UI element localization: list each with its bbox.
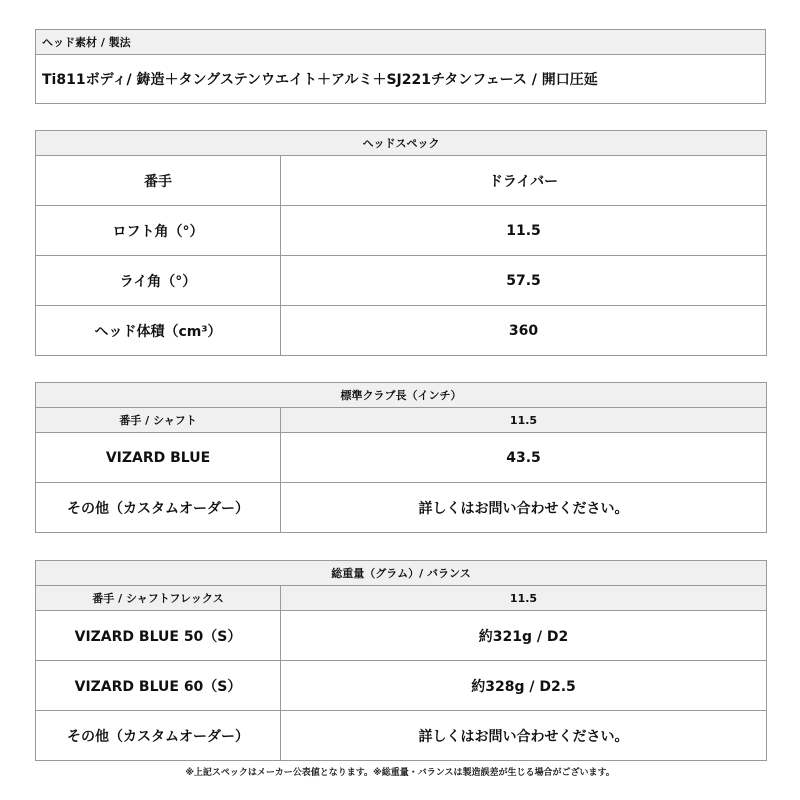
lie-label: ライ角（°）	[36, 256, 281, 306]
shaft-60-label: VIZARD BLUE 60（S）	[36, 661, 281, 711]
table-row	[36, 433, 767, 483]
volume-value: 360	[281, 306, 767, 356]
table-row	[36, 206, 767, 256]
material-value: Ti811ボディ/ 鋳造＋タングステンウエイト＋アルミ＋SJ221チタンフェース / 開口圧延	[36, 55, 766, 104]
table-row	[36, 156, 767, 206]
head-spec-header: ヘッドスペック	[36, 131, 767, 156]
shaft-60-value: 約328g / D2.5	[281, 661, 767, 711]
material-header: ヘッド素材 / 製法	[36, 30, 766, 55]
club-length-sub-value: 11.5	[281, 408, 767, 433]
club-number-label: 番手	[36, 156, 281, 206]
weight-balance-header: 総重量（グラム）/ バランス	[36, 561, 767, 586]
loft-label: ロフト角（°）	[36, 206, 281, 256]
club-length-sub-label: 番手 / シャフト	[36, 408, 281, 433]
table-row	[36, 408, 767, 433]
table-row	[36, 661, 767, 711]
weight-sub-value: 11.5	[281, 586, 767, 611]
loft-value: 11.5	[281, 206, 767, 256]
footnote: ※上記スペックはメーカー公表値となります。※総重量・バランスは製造誤差が生じる場合がございます。	[185, 768, 615, 778]
shaft-50-value: 約321g / D2	[281, 611, 767, 661]
table-row	[36, 711, 767, 761]
weight-sub-label: 番手 / シャフトフレックス	[36, 586, 281, 611]
table-row	[36, 306, 767, 356]
driver-label: ドライバー	[281, 156, 767, 206]
custom-order-value: 詳しくはお問い合わせください。	[281, 711, 767, 761]
custom-order-label: その他（カスタムオーダー）	[36, 711, 281, 761]
club-length-table	[35, 382, 767, 533]
material-table	[35, 29, 766, 104]
club-length-header: 標準クラブ長（インチ）	[36, 383, 767, 408]
weight-balance-table	[35, 560, 767, 761]
shaft-50-label: VIZARD BLUE 50（S）	[36, 611, 281, 661]
shaft-label: VIZARD BLUE	[36, 433, 281, 483]
table-row	[36, 483, 767, 533]
shaft-length-value: 43.5	[281, 433, 767, 483]
table-row	[36, 611, 767, 661]
head-spec-table	[35, 130, 767, 356]
table-row	[36, 586, 767, 611]
custom-order-label: その他（カスタムオーダー）	[36, 483, 281, 533]
volume-label: ヘッド体積（cm³）	[36, 306, 281, 356]
lie-value: 57.5	[281, 256, 767, 306]
table-row	[36, 256, 767, 306]
custom-order-value: 詳しくはお問い合わせください。	[281, 483, 767, 533]
